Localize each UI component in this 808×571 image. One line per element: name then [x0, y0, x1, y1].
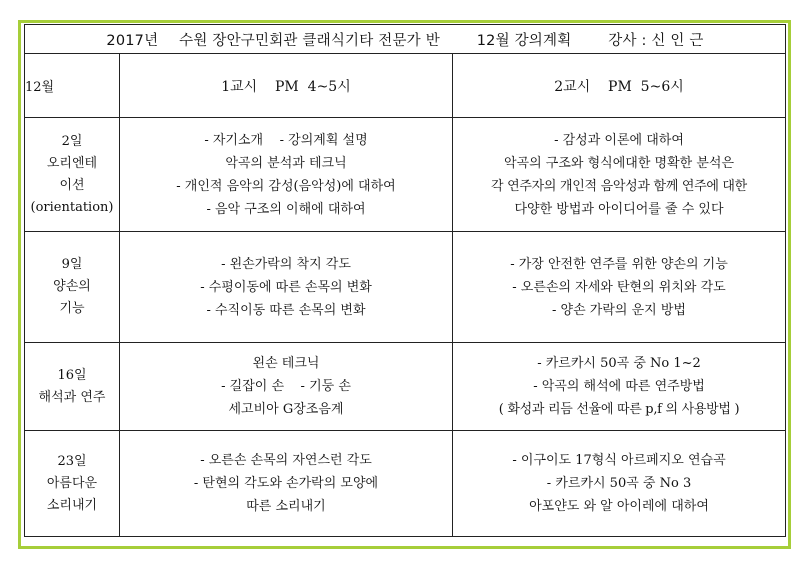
date-line: 이션 [59, 177, 85, 193]
content-line: - 카르카시 50곡 중 No 1~2 [537, 356, 701, 371]
content-line: - 감성과 이론에 대하여 [554, 132, 684, 148]
content-line: - 악곡의 해석에 따른 연주방법 [533, 379, 705, 394]
content-line: 따른 소리내기 [246, 499, 326, 514]
date-line: 해석과 연주 [38, 389, 106, 405]
schedule-title [25, 25, 786, 54]
content-line: - 가장 안전한 연주를 위한 양손의 기능 [510, 256, 728, 272]
content-line: 아포얀도 와 알 아이레에 대하여 [529, 499, 709, 514]
schedule-row [25, 118, 786, 232]
content-line: - 자기소개 - 강의계획 설명 [204, 132, 368, 148]
period2-cell [453, 118, 786, 232]
date-line: 오리엔테 [46, 155, 98, 171]
title-instructor: 강사 : 신 인 근 [608, 32, 704, 49]
period2-header: 2교시 PM 5~6시 [453, 54, 786, 118]
period2-cell [453, 343, 786, 431]
header-row [25, 54, 786, 118]
title-row [25, 25, 786, 54]
schedule-row [25, 431, 786, 537]
content-line: - 수직이동 따른 손목의 변화 [206, 302, 366, 318]
content-line: 다양한 방법과 아이디어를 줄 수 있다 [514, 201, 724, 217]
content-line: - 개인적 음악의 감성(음악성)에 대하여 [176, 178, 396, 194]
period1-cell [120, 118, 453, 232]
period1-cell [120, 232, 453, 343]
content-line: - 왼손가락의 착지 각도 [221, 256, 351, 272]
date-line: 양손의 [53, 279, 91, 294]
content-line: 각 연주자의 개인적 음악성과 함께 연주에 대한 [491, 178, 747, 194]
lecture-schedule-table [24, 24, 786, 537]
date-line: 16일 [57, 367, 87, 383]
period2-cell [453, 431, 786, 537]
date-line: 소리내기 [46, 497, 98, 513]
date-cell [25, 431, 120, 537]
content-line: 악곡의 분석과 테크닉 [225, 155, 347, 171]
content-line: ( 화성과 리듬 선율에 따른 p,f 의 사용방법 ) [498, 402, 740, 417]
period1-cell [120, 343, 453, 431]
content-line: - 탄현의 각도와 손가락의 모양에 [193, 476, 379, 491]
date-line: 23일 [57, 453, 87, 469]
date-line: 9일 [61, 257, 83, 272]
content-line: - 길잡이 손 - 기둥 손 [221, 379, 351, 394]
date-line: (orientation) [30, 199, 114, 215]
date-cell [25, 118, 120, 232]
title-venue: 수원 장안구민회관 클래식기타 전문가 반 [179, 32, 440, 49]
content-line: - 음악 구조의 이해에 대하여 [206, 201, 366, 217]
month-header: 12월 [25, 54, 120, 118]
period1-header: 1교시 PM 4~5시 [120, 54, 453, 118]
content-line: - 수평이동에 따른 손목의 변화 [200, 279, 372, 295]
schedule-row [25, 343, 786, 431]
content-line: - 카르카시 50곡 중 No 3 [546, 476, 692, 491]
content-line: - 이구이도 17형식 아르페지오 연습곡 [512, 453, 726, 468]
content-line: - 오른손 손목의 자연스런 각도 [200, 453, 372, 468]
content-line: 세고비아 G장조음계 [228, 402, 344, 417]
period2-cell [453, 232, 786, 343]
title-plan: 12월 강의계획 [476, 32, 572, 49]
content-line: 악곡의 구조와 형식에대한 명확한 분석은 [504, 155, 735, 171]
content-line: 왼손 테크닉 [252, 356, 320, 371]
period1-cell [120, 431, 453, 537]
date-line: 2일 [61, 133, 83, 149]
title-year: 2017년 [106, 32, 159, 49]
date-cell [25, 343, 120, 431]
content-line: - 양손 가락의 운지 방법 [552, 302, 686, 318]
schedule-row [25, 232, 786, 343]
date-line: 기능 [59, 301, 85, 316]
date-cell [25, 232, 120, 343]
date-line: 아름다운 [46, 475, 98, 491]
content-line: - 오른손의 자세와 탄현의 위치와 각도 [512, 279, 726, 295]
